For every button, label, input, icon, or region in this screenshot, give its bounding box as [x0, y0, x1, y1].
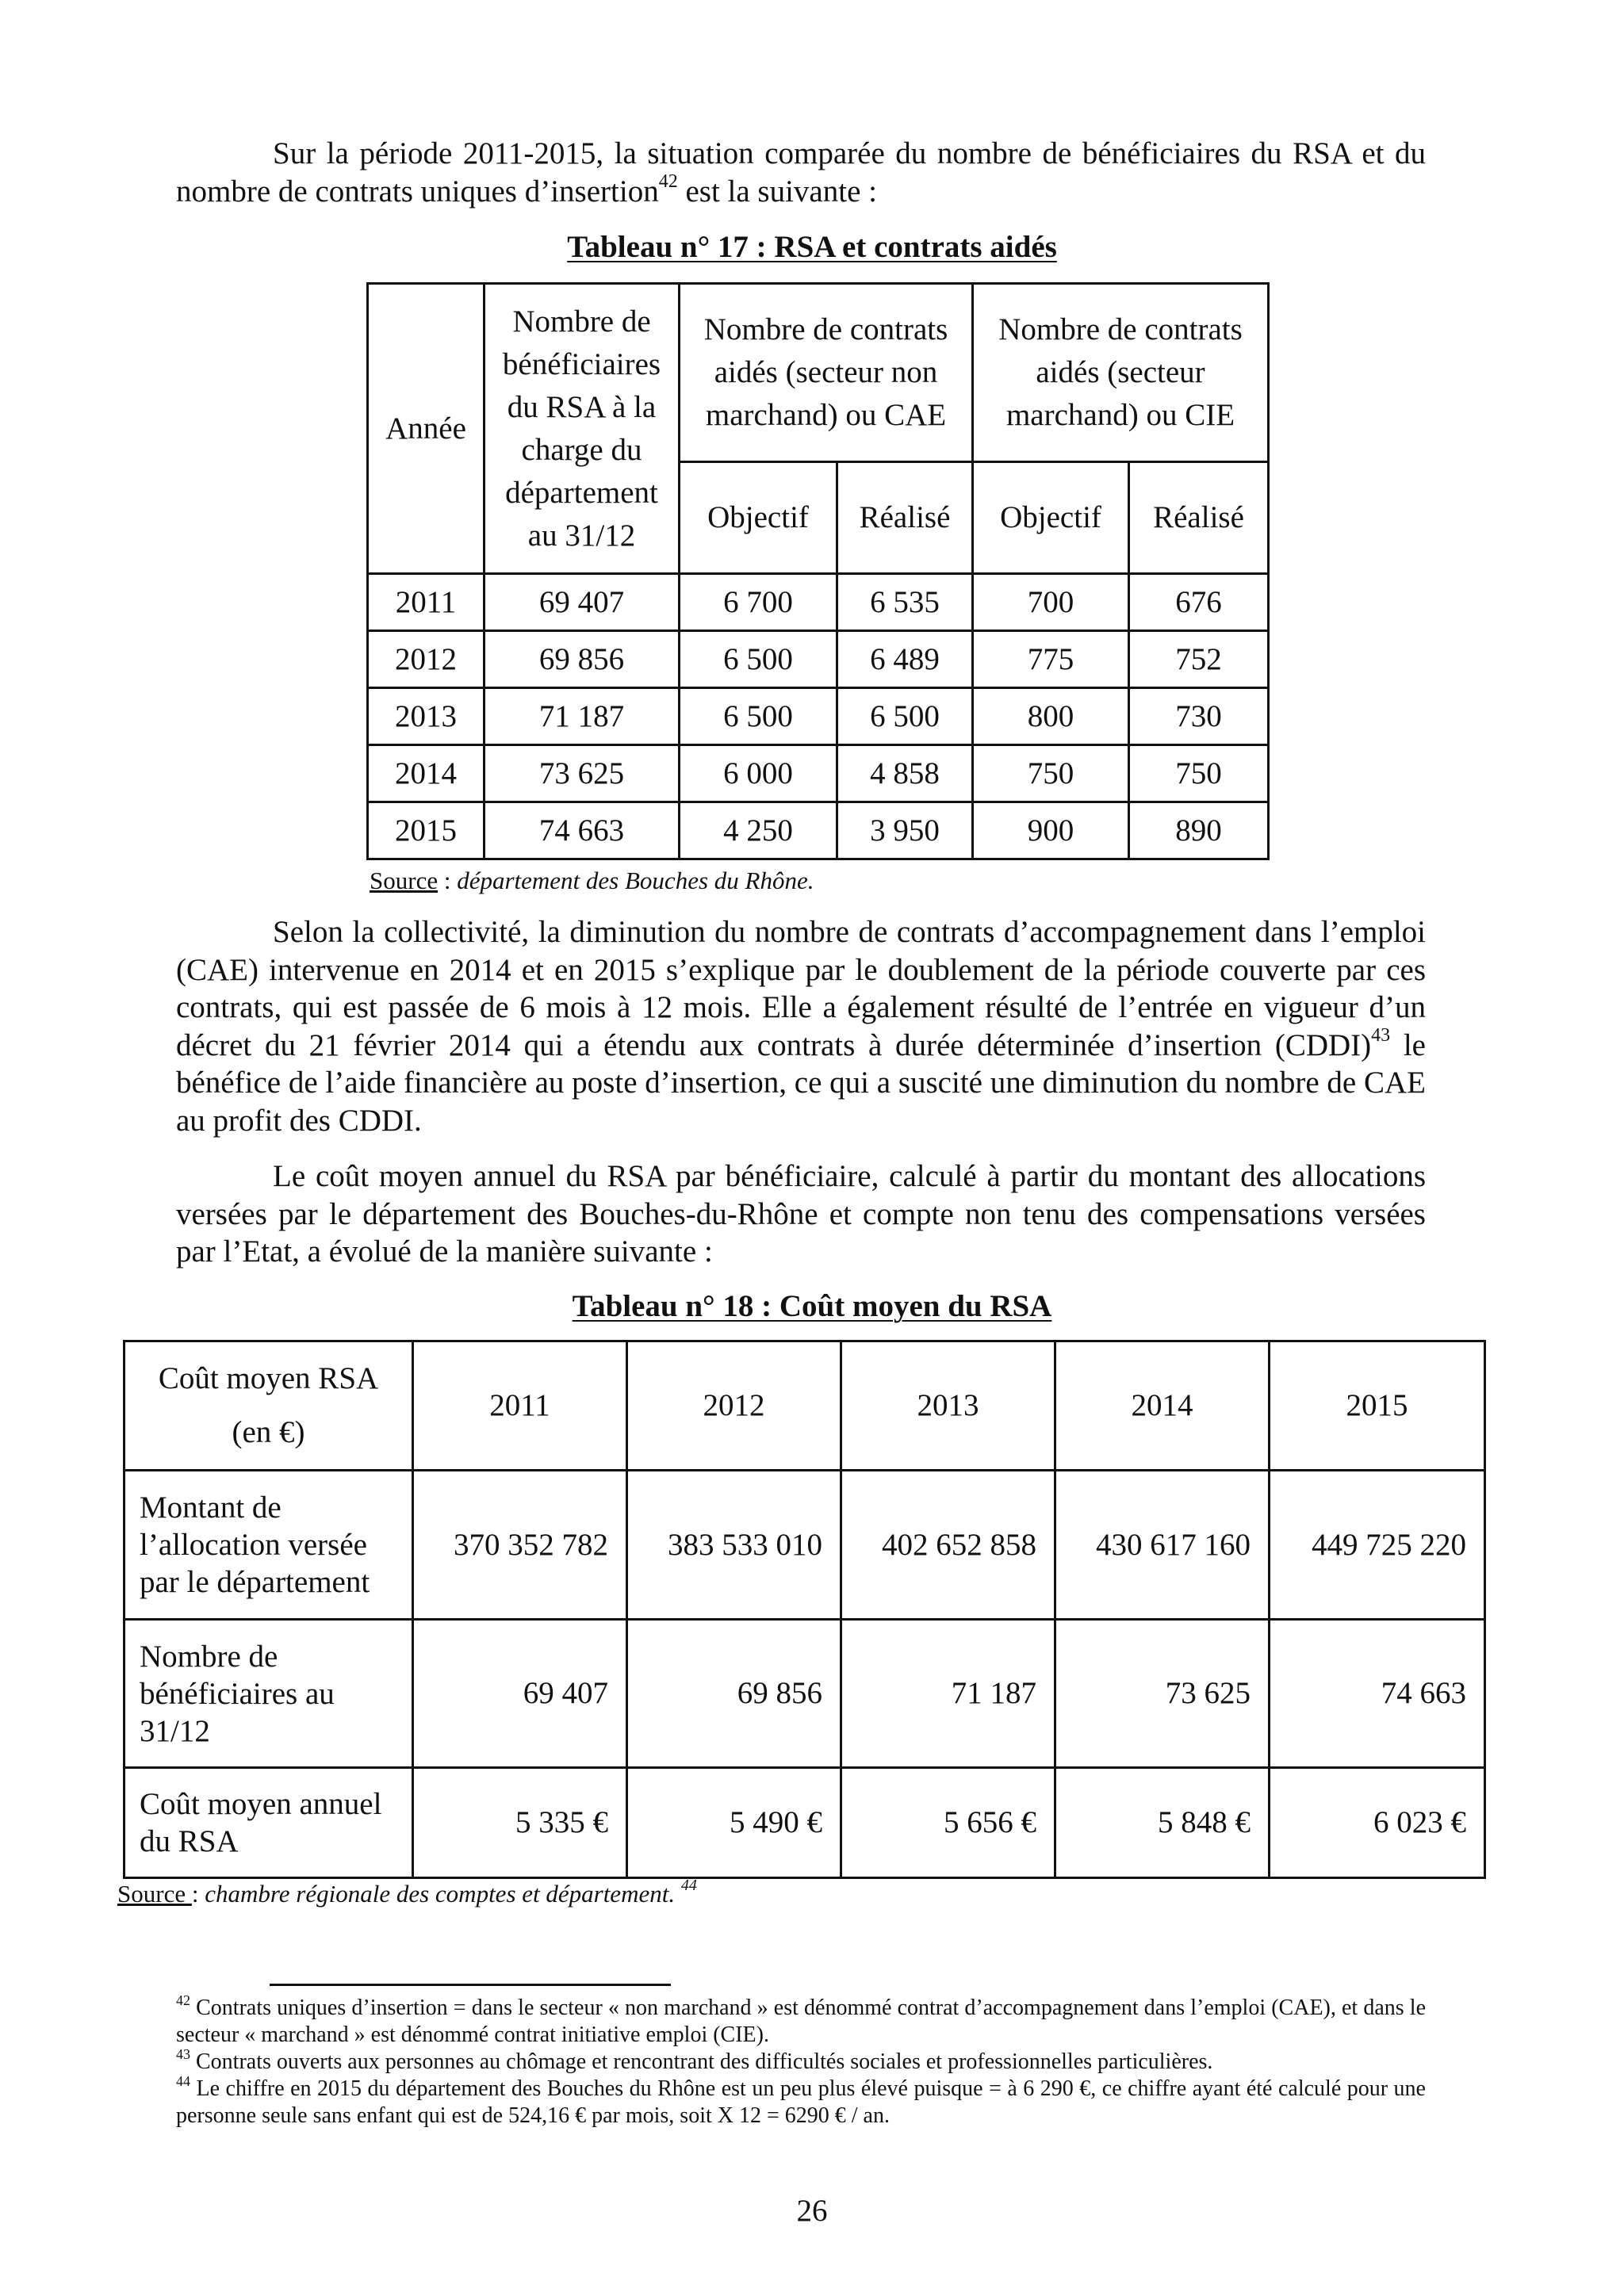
cell-cie-realise: 752 [1129, 631, 1269, 688]
table-row [124, 1471, 1485, 1620]
cell-beneficiaires: 69 407 [485, 574, 680, 631]
cell-cie-objectif: 750 [973, 745, 1129, 802]
cell-value: 383 533 010 [627, 1471, 841, 1620]
cell-value: 73 625 [1055, 1620, 1270, 1768]
cell-beneficiaires: 71 187 [485, 688, 680, 745]
table17-source: Source : département des Bouches du Rhône. [370, 867, 814, 894]
footnote-ref-42[interactable]: 42 [658, 170, 678, 192]
paragraph-cout-moyen: Le coût moyen annuel du RSA par bénéficiaire, calculé à partir du montant des allocations versées par le département des Bouches-du-Rhône et compte non tenu des compensations versées par l’Etat, a évolué de la manière suivante : [176, 1159, 1426, 1269]
cell-value: 5 848 € [1055, 1768, 1270, 1878]
cell-cae-realise: 3 950 [837, 802, 973, 859]
cell-cae-realise: 6 535 [837, 574, 973, 631]
cell-cie-objectif: 700 [973, 574, 1129, 631]
header-cie-objectif: Objectif [973, 462, 1129, 574]
cell-annee: 2015 [368, 802, 485, 859]
intro-text-end: est la suivante : [677, 174, 877, 209]
header-annee: Année [368, 284, 485, 574]
cell-cae-objectif: 6 700 [680, 574, 837, 631]
header-corner: Coût moyen RSA (en €) [124, 1341, 413, 1471]
intro-paragraph [176, 135, 1426, 210]
cell-value: 5 335 € [413, 1768, 627, 1878]
footnote-42: $^{42}$ Contrats uniques d’insertion = dans le secteur « non marchand » est dénommé contrat d’accompagnement dans l’emploi (CAE), et dans le secteur « marchand » est dénommé contrat initiative emploi (CIE). [176, 1992, 1426, 2047]
cell-cae-objectif: 6 000 [680, 745, 837, 802]
header-year: 2014 [1055, 1341, 1270, 1471]
cell-beneficiaires: 73 625 [485, 745, 680, 802]
table-row [368, 631, 1269, 688]
table-cout-moyen-rsa [123, 1340, 1486, 1879]
footnote-43: $^{43}$ Contrats ouverts aux personnes au chômage et rencontrant des difficultés sociales et professionnelles particulières. [176, 2045, 1213, 2074]
row-label: Nombre de bénéficiaires au 31/12 [124, 1620, 413, 1768]
cell-value: 402 652 858 [841, 1471, 1055, 1620]
cell-annee: 2011 [368, 574, 485, 631]
cell-cae-realise: 6 500 [837, 688, 973, 745]
table18-source: Source : chambre régionale des comptes et département. $^{44}$ [117, 1876, 697, 1908]
cell-value: 74 663 [1270, 1620, 1485, 1768]
header-year: 2011 [413, 1341, 627, 1471]
cell-value: 69 856 [627, 1620, 841, 1768]
table-row [368, 688, 1269, 745]
cell-beneficiaires: 74 663 [485, 802, 680, 859]
cell-cie-objectif: 900 [973, 802, 1129, 859]
table18-caption: Tableau n° 18 : Coût moyen du RSA [572, 1289, 1052, 1323]
table-row [368, 574, 1269, 631]
cell-beneficiaires: 69 856 [485, 631, 680, 688]
cell-annee: 2013 [368, 688, 485, 745]
header-year: 2012 [627, 1341, 841, 1471]
header-cie-realise: Réalisé [1129, 462, 1269, 574]
cell-cie-realise: 676 [1129, 574, 1269, 631]
header-beneficiaires: Nombre de bénéficiaires du RSA à la charge du département au 31/12 [485, 284, 680, 574]
header-year: 2015 [1270, 1341, 1485, 1471]
cell-cae-objectif: 4 250 [680, 802, 837, 859]
table-row [368, 802, 1269, 859]
cell-value: 5 656 € [841, 1768, 1055, 1878]
cell-value: 370 352 782 [413, 1471, 627, 1620]
cell-value: 430 617 160 [1055, 1471, 1270, 1620]
paragraph-cae-diminution: Selon la collectivité, la diminution du nombre de contrats d’accompagnement dans l’emploi (CAE) intervenue en 2014 et en 2015 s’explique par le doublement de la période couverte par ces contrats, qui est passée de 6 mois à 12 mois. Elle a également résulté de l’entrée en vigueur d’un décret du 21 février 2014 qui a étendu aux contrats à durée déterminée d’insertion (CDDI)$^{43}$ le bénéfice de l’aide financière au poste d’insertion, ce qui a suscité une diminution du nombre de CAE au profit des CDDI. [176, 915, 1426, 1138]
cell-value: 6 023 € [1270, 1768, 1485, 1878]
table17-caption: Tableau n° 17 : RSA et contrats aidés [567, 230, 1057, 264]
table-row [124, 1768, 1485, 1878]
cell-cie-realise: 890 [1129, 802, 1269, 859]
cell-cie-objectif: 800 [973, 688, 1129, 745]
cell-value: 449 725 220 [1270, 1471, 1485, 1620]
intro-text: Sur la période 2011-2015, la situation comparée du nombre de bénéficiaires du RSA et du nombre de contrats uniques d’insertion [176, 136, 1426, 209]
cell-value: 69 407 [413, 1620, 627, 1768]
cell-cae-objectif: 6 500 [680, 631, 837, 688]
header-cie: Nombre de contrats aidés (secteur marchand) ou CIE [973, 284, 1269, 462]
footnote-ref-44[interactable]: 44 [680, 1876, 697, 1894]
footnote-separator [270, 1984, 671, 1986]
table-row [368, 745, 1269, 802]
cell-value: 71 187 [841, 1620, 1055, 1768]
cell-value: 5 490 € [627, 1768, 841, 1878]
header-year: 2013 [841, 1341, 1055, 1471]
footnote-44: $^{44}$ Le chiffre en 2015 du département des Bouches du Rhône est un peu plus élevé puisque = à 6 290 €, ce chiffre ayant été calculé pour une personne seule sans enfant qui est de 524,16 € par mois, soit X 12 = 6290 € / an. [176, 2072, 1426, 2128]
cell-cae-realise: 6 489 [837, 631, 973, 688]
cell-cie-objectif: 775 [973, 631, 1129, 688]
cell-cie-realise: 730 [1129, 688, 1269, 745]
table-rsa-contrats-aides [366, 282, 1270, 860]
row-label: Montant de l’allocation versée par le département [124, 1471, 413, 1620]
header-cae-objectif: Objectif [680, 462, 837, 574]
cell-cae-realise: 4 858 [837, 745, 973, 802]
row-label: Coût moyen annuel du RSA [124, 1768, 413, 1878]
cell-cie-realise: 750 [1129, 745, 1269, 802]
header-cae: Nombre de contrats aidés (secteur non marchand) ou CAE [680, 284, 973, 462]
table-row [124, 1620, 1485, 1768]
cell-cae-objectif: 6 500 [680, 688, 837, 745]
page-number: 26 [796, 2194, 828, 2228]
footnote-ref-43[interactable]: 43 [1371, 1024, 1391, 1046]
cell-annee: 2014 [368, 745, 485, 802]
cell-annee: 2012 [368, 631, 485, 688]
header-cae-realise: Réalisé [837, 462, 973, 574]
